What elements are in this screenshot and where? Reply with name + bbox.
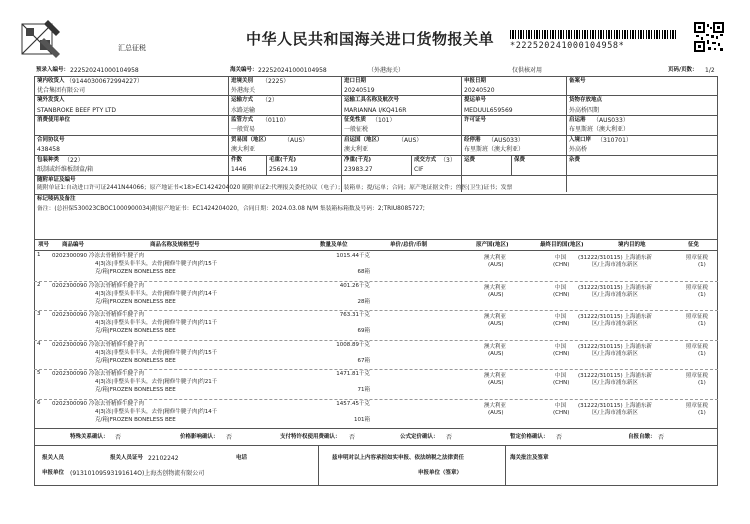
row-qty-boxes: 67箱 [357,357,370,364]
storage-value: 外高桥四期 [569,107,600,114]
row-qty-weight: 1471.81千克 [336,371,370,377]
row-domestic-dest-2: 区/上海市浦东新区 [592,380,638,386]
col-no-header: 项号 [38,242,50,248]
trade-country-label: 贸易国（地区） [231,137,270,143]
row-domestic-dest-1: (31222/310115) 上海浦东新 [578,373,652,379]
misc-label: 杂费 [569,157,581,163]
col-name-header: 商品名称及规格型号 [150,242,200,248]
license-label: 许可证号 [464,117,487,123]
qr-code-icon [694,22,724,52]
row-levy-code: (1) [698,321,706,327]
vessel-label: 运输工具名称及航次号 [344,97,400,103]
entry-port-code: （310701） [597,137,632,144]
page-label: 页码/页数： [668,67,698,73]
row-dest-country: 中国 [555,373,567,379]
row-domestic-dest-1: (31222/310115) 上海浦东新 [578,343,652,350]
row-qty-weight: 1008.89千克 [336,341,370,348]
storage-label: 货物存放地点 [569,97,603,103]
row-goods-name: 冷冻去骨精修牛腱子肉 [89,312,145,318]
row-domestic-dest-2: 区/上海市浦东新区 [592,321,638,327]
supervision-label: 监管方式 [231,117,254,123]
row-spec-line-2: 克/箱|FROZEN BONELESS BEE [95,416,176,423]
row-dest-country: 中国 [555,343,567,350]
price-label: 价格影响确认： [180,434,219,440]
transport-label: 运输方式 [231,97,254,103]
supervision-code: （0110） [262,117,290,124]
row-origin-country: 澳大利亚 [484,343,507,350]
row-qty-boxes: 68箱 [357,269,370,275]
row-qty-boxes: 28箱 [357,298,370,305]
row-spec-line-1: 4|3|冻|非整头非半头，去骨|精修牛腱子肉|约15千 [95,349,218,356]
deal-name: CIF [414,166,424,173]
row-qty-boxes: 71箱 [357,387,370,393]
self-label: 自报自缴： [628,434,656,440]
row-dest-country: 中国 [555,314,567,320]
row-spec-line-1: 4|3|冻|非整头非半头，去骨|精修牛腱子肉|约21千 [95,379,218,385]
row-dest-code: (CHN) [553,262,570,268]
row-spec-line-2: 克/箱|FROZEN BONELESS BEE [95,269,176,275]
import-date: 20240519 [344,87,375,94]
trade-country-name: 澳大利亚 [231,146,256,153]
row-dest-code: (CHN) [553,321,570,327]
shipper-label: 境外发货人 [37,97,65,103]
row-domestic-dest-1: (31222/310115) 上海浦东新 [578,255,652,261]
row-spec-line-2: 克/箱|FROZEN BONELESS BEE [95,357,176,364]
customs-office: （外港海关） [368,67,405,74]
special-label: 特殊关系确认： [70,434,109,440]
row-spec-line-1: 4|3|冻|非整头非半头，去骨|精修牛腱子肉|约15千 [95,261,218,267]
row-item-no: 1 [37,252,41,258]
row-origin-country: 澳大利亚 [484,402,507,409]
fixed-value: 否 [446,434,453,441]
consignee-label: 境内收货人 [37,78,65,84]
pieces-label: 件数 [231,157,243,163]
row-levy-code: (1) [698,380,706,386]
record-no-label: 备案号 [569,78,586,84]
row-levy-code: (1) [698,291,706,298]
col-qty-header: 数量及单位 [320,242,348,248]
net-value: 23983.27 [344,166,373,173]
row-spec-line-2: 克/箱|FROZEN BONELESS BEE [95,387,176,393]
row-item-no: 2 [37,281,41,288]
row-origin-country: 澳大利亚 [484,255,507,261]
special-value: 否 [115,434,122,441]
declare-date: 20240520 [464,87,495,94]
trade-country-code: （AUS） [284,137,309,144]
row-origin-country: 澳大利亚 [484,284,507,291]
row-dest-country: 中国 [555,402,567,409]
row-levy-code: (1) [698,350,706,357]
entry-port-name: 外高桥 [569,146,588,153]
row-levy-mode: 照章征税 [686,255,709,261]
customs-no-label: 海关编号： [230,67,258,73]
user-label: 消费使用单位 [37,117,71,123]
row-hs-code: 0202300090 [52,312,87,318]
row-separator [34,340,718,341]
package-label: 包装种类 [37,157,60,163]
pre-entry-label: 预录入编号： [36,67,70,73]
levy-label: 征免性质 [344,117,367,123]
package-name: 纸制或纤维板制盒/箱 [37,166,94,173]
freight-label: 运费 [464,157,476,163]
customs-no-value: 222520241000104958 [258,67,327,74]
col-domestic-header: 境内目的地 [618,242,646,248]
row-goods-name: 冷冻去骨精修牛腱子肉 [89,400,145,407]
transit-port-name: 布里斯班（澳大利亚） [464,146,525,153]
unit-seal: 申报单位（签章） [418,470,463,476]
row-levy-code: (1) [698,262,706,268]
page-title: 中华人民共和国海关进口货物报关单 [246,30,495,48]
declarer-label: 报关人员 [42,455,65,461]
origin-country-code: （AUS） [398,137,423,144]
levy-code: （101） [372,117,396,124]
col-levy-header: 征免 [688,242,700,248]
contract-label: 合同协议号 [37,137,65,143]
depart-port-name: 布里斯班（澳大利亚） [569,126,630,133]
row-goods-name: 冷冻去骨精修牛腱子肉 [89,282,145,289]
row-goods-name: 冷冻去骨精修牛腱子肉 [89,341,145,348]
row-levy-mode: 照章征税 [686,373,709,379]
row-qty-weight: 1457.45千克 [336,400,370,407]
bl-value: MEDUUL659569 [464,107,513,114]
row-item-no: 6 [37,399,41,406]
row-item-no: 5 [37,370,41,376]
stamp-icon [20,18,62,60]
row-domestic-dest-2: 区/上海市浦东新区 [592,291,638,298]
provisional-value: 否 [556,434,563,441]
row-goods-name: 冷冻去骨精修牛腱子肉 [89,371,145,377]
vessel-value: MARIANNA I/KQ416R [344,107,407,114]
row-spec-line-1: 4|3|冻|非整头非半头，去骨|精修牛腱子肉|约14千 [95,290,218,297]
transit-port-label: 经停港 [464,137,481,143]
row-origin-code: (AUS) [488,350,504,357]
consignee-code: （91440300672994227） [66,78,143,85]
docs-label: 随附单证及编号 [37,177,76,183]
contract-value: 438458 [37,146,60,153]
net-label: 净重(千克) [344,157,372,163]
row-origin-code: (AUS) [488,262,504,268]
declarer-cert-label: 报关人员证号 [110,455,144,461]
unit-label: 申报单位 [42,470,65,476]
row-domestic-dest-2: 区/上海市浦东新区 [592,409,638,416]
row-levy-mode: 照章征税 [686,314,709,320]
origin-country-name: 澳大利亚 [344,146,369,153]
barcode-text: *222520241000104958* [510,41,625,51]
row-goods-name: 冷冻去骨精修牛腱子肉 [89,253,145,259]
depart-port-label: 启运港 [569,117,586,123]
row-origin-country: 澳大利亚 [484,373,507,379]
row-separator [34,281,718,282]
col-dest-header: 最终目的国(地区) [540,242,584,248]
row-qty-weight: 763.31千克 [339,312,370,318]
approval-label: 海关批注及签章 [510,455,549,461]
supervision-name: 一般贸易 [231,126,256,133]
depart-port-code: （AUS033） [593,117,629,124]
consignee-name: 优合集团有限公司 [37,87,86,94]
fixed-label: 公式定价确认： [400,434,439,440]
row-levy-mode: 照章征税 [686,343,709,350]
row-origin-code: (AUS) [488,409,504,416]
gross-value: 25624.19 [269,166,298,173]
deal-code: （3） [440,157,456,164]
tax-mark: 汇总征税 [118,44,146,52]
row-hs-code: 0202300090 [52,400,87,407]
col-price-header: 单价/总价/币制 [390,242,428,248]
row-domestic-dest-1: (31222/310115) 上海浦东新 [578,402,652,409]
port-label: 进境关别 [231,78,254,84]
row-domestic-dest-2: 区/上海市浦东新区 [592,262,638,268]
row-dest-code: (CHN) [553,409,570,416]
row-origin-country: 澳大利亚 [484,314,507,320]
row-origin-code: (AUS) [488,291,504,298]
row-hs-code: 0202300090 [52,371,87,377]
row-spec-line-1: 4|3|冻|非整头非半头，去骨|精修牛腱子肉|约14千 [95,408,218,415]
row-origin-code: (AUS) [488,321,504,327]
shipper-name: STANBROKE BEEF PTY LTD [37,107,116,114]
row-levy-mode: 照章征税 [686,402,709,409]
gross-label: 毛重(千克) [269,157,297,163]
import-date-label: 进口日期 [344,78,367,84]
row-domestic-dest-2: 区/上海市浦东新区 [592,350,638,357]
entry-port-label: 入境口岸 [569,137,592,143]
port-name: 外港海关 [231,87,256,94]
bl-label: 提运单号 [464,97,487,103]
row-dest-country: 中国 [555,284,567,291]
remarks-value: 备注：(总担保530023CBOC1000900034)附原产地证书：EC1424204020，合同日期：2024.03.08 N/M 集装箱标箱数及号码：2;TRIU8085727; [37,206,425,212]
origin-country-label: 启运国（地区） [344,137,383,143]
row-dest-code: (CHN) [553,380,570,386]
row-domestic-dest-1: (31222/310115) 上海浦东新 [578,314,652,320]
page-value: 1/2 [705,67,715,74]
row-item-no: 4 [37,340,41,347]
transit-port-code: （AUS033） [488,137,524,144]
royalty-label: 支付特许权使用费确认： [280,434,341,440]
unit-value: (91310109593191614O)上海杰创物流有限公司 [70,470,205,477]
row-levy-code: (1) [698,409,706,416]
row-qty-weight: 401.26千克 [339,282,370,289]
self-value: 否 [658,434,665,441]
row-spec-line-1: 4|3|冻|非整头非半头，去骨|精修牛腱子肉|约11千 [95,320,218,326]
barcode [510,30,678,39]
transport-name: 水路运输 [231,107,256,114]
pieces-value: 1446 [231,166,247,173]
row-separator [34,399,718,400]
col-code-header: 商品编号 [62,242,85,248]
row-dest-country: 中国 [555,255,567,261]
pre-entry-value: 222520241000104958 [70,67,139,74]
docs-value: 随附单证1:自动进口许可证2441N44066；原产地证书<18>EC1424204020 随附单证2:代理报关委托协议（电子）；装箱单；提/运单；合同；原产地证据文件；兽医(卫生)证书；发票 [37,185,513,191]
row-hs-code: 0202300090 [52,341,87,348]
levy-name: 一般征税 [344,126,369,133]
row-domestic-dest-1: (31222/310115) 上海浦东新 [578,284,652,291]
row-hs-code: 0202300090 [52,282,87,289]
port-code: （2225） [262,78,290,85]
row-separator [34,369,718,370]
col-origin-header: 原产国(地区) [476,242,509,248]
row-dest-code: (CHN) [553,291,570,298]
insurance-label: 保费 [514,157,526,163]
declarer-cert-value: 22102242 [148,455,179,462]
row-separator [34,310,718,311]
row-spec-line-2: 克/箱|FROZEN BONELESS BEE [95,328,176,334]
row-levy-mode: 照章征税 [686,284,709,291]
statement: 兹申明对以上内容承担如实申报、依法纳税之法律责任 [332,455,465,461]
package-code: （22） [64,157,84,164]
row-hs-code: 0202300090 [52,253,87,259]
royalty-value: 否 [349,434,356,441]
price-value: 否 [226,434,233,441]
row-qty-boxes: 101箱 [354,416,370,423]
verify-note: 仅供核对用 [512,67,543,74]
provisional-label: 暂定价格确认： [510,434,549,440]
phone-label: 电话 [236,455,248,461]
row-origin-code: (AUS) [488,380,504,386]
row-qty-weight: 1015.44千克 [336,253,370,259]
deal-label: 成交方式 [414,157,437,163]
remarks-label: 标记唛码及备注 [37,196,76,202]
row-qty-boxes: 69箱 [357,328,370,334]
transport-code: （2） [262,97,278,104]
declare-date-label: 申报日期 [464,78,487,84]
row-dest-code: (CHN) [553,350,570,357]
row-spec-line-2: 克/箱|FROZEN BONELESS BEE [95,298,176,305]
row-item-no: 3 [37,311,41,317]
